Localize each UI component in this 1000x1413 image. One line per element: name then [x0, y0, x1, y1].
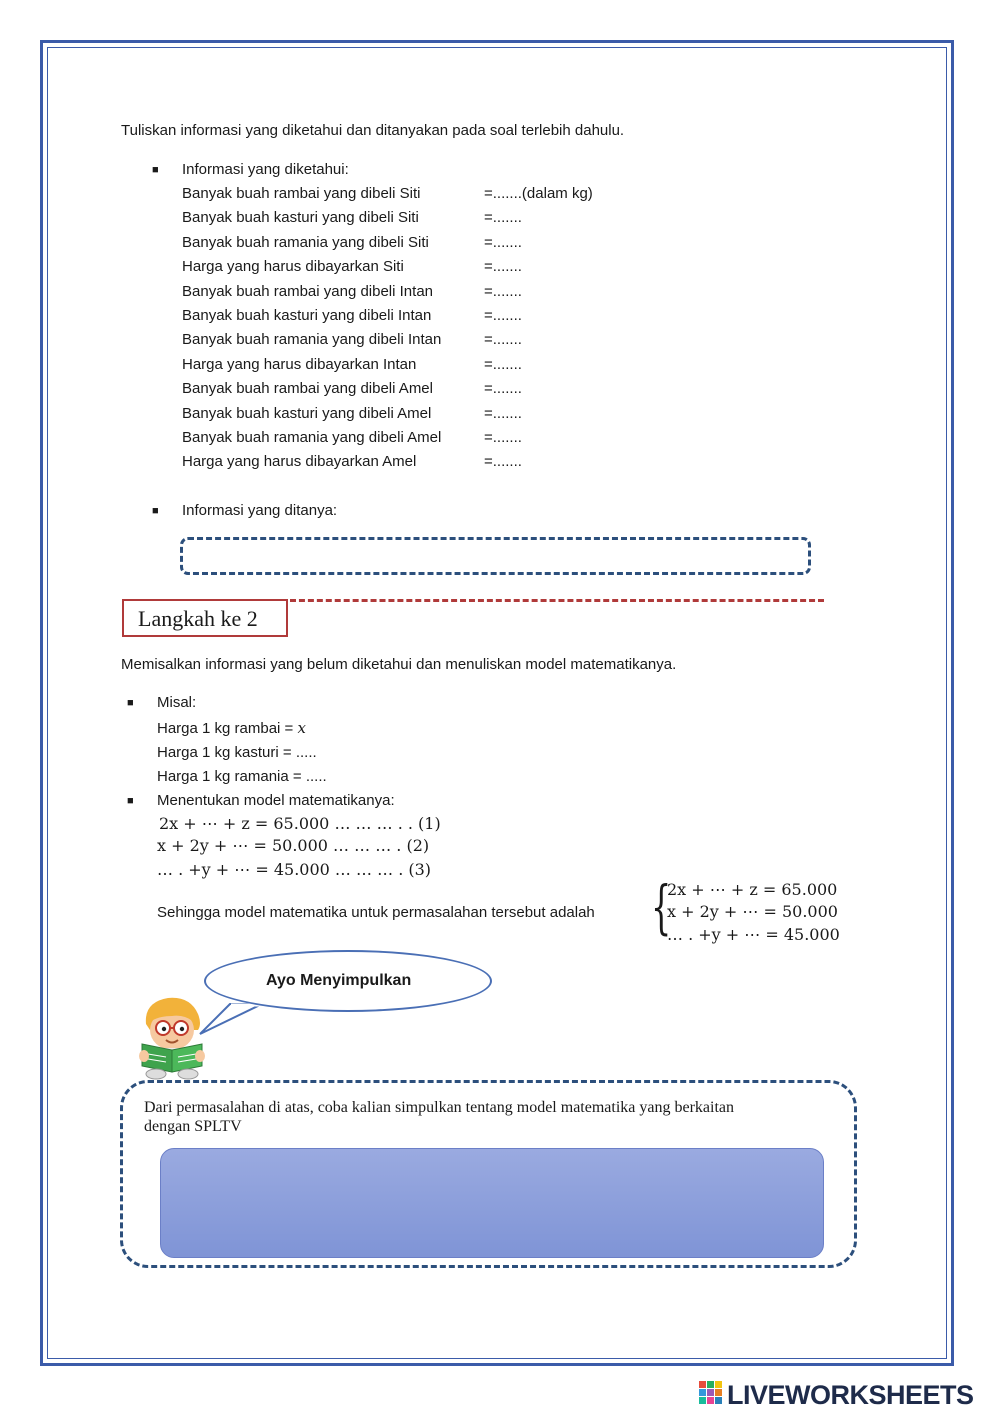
bullet-icon: ■	[152, 164, 159, 176]
bullet-icon: ■	[127, 697, 134, 709]
equation-3: … . +y + ⋯ = 45.000 … … … . (3)	[157, 860, 432, 879]
list-item: Banyak buah rambai yang dibeli Amel =.......	[182, 380, 522, 398]
list-item: Harga yang harus dibayarkan Siti =.......	[182, 258, 522, 276]
list-item: Banyak buah ramania yang dibeli Siti =.......	[182, 233, 522, 251]
list-item: Harga yang harus dibayarkan Amel =.......	[182, 453, 522, 471]
list-item: Banyak buah ramania yang dibeli Intan =.......	[182, 331, 522, 349]
equation-1: 2x + ⋯ + z = 65.000 … … … . . (1)	[159, 814, 441, 833]
liveworksheets-logo-icon	[699, 1381, 723, 1405]
boy-reading-icon	[136, 994, 216, 1080]
divider	[290, 599, 824, 602]
misal-heading: Misal:	[157, 694, 197, 711]
conclusion-answer-field[interactable]	[160, 1148, 824, 1258]
list-item: Banyak buah kasturi yang dibeli Intan =.......	[182, 306, 522, 324]
system-line-3: … . +y + ⋯ = 45.000	[667, 925, 840, 944]
conclusion-line-2: dengan SPLTV	[144, 1118, 242, 1135]
list-item: Banyak buah kasturi yang dibeli Amel =.......	[182, 404, 522, 422]
step-title-box	[122, 599, 288, 637]
system-line-2: x + 2y + ⋯ = 50.000	[667, 902, 838, 921]
misal-line-ramania: Harga 1 kg ramania = .....	[157, 768, 327, 785]
bubble-text: Ayo Menyimpulkan	[266, 972, 412, 989]
intro-text: Tuliskan informasi yang diketahui dan ditanyakan pada soal terlebih dahulu.	[121, 122, 625, 139]
bullet-icon: ■	[152, 505, 159, 517]
misal-line-kasturi: Harga 1 kg kasturi = .....	[157, 744, 317, 761]
list-item: Banyak buah rambai yang dibeli Siti =.......(dalam kg)	[182, 185, 593, 202]
bullet-icon: ■	[127, 795, 134, 807]
equation-2: x + 2y + ⋯ = 50.000 … … … . (2)	[157, 836, 430, 855]
model-conclusion: Sehingga model matematika untuk permasalahan tersebut adalah	[157, 904, 595, 921]
footer-brand: LIVEWORKSHEETS	[727, 1380, 974, 1410]
brace-icon: {	[651, 873, 672, 941]
asked-answer-field[interactable]	[180, 537, 811, 575]
system-line-1: 2x + ⋯ + z = 65.000	[667, 880, 838, 899]
list-item: Banyak buah rambai yang dibeli Intan =.......	[182, 282, 522, 300]
step-description: Memisalkan informasi yang belum diketahui dan menuliskan model matematikanya.	[121, 656, 677, 673]
asked-heading: Informasi yang ditanya:	[182, 502, 338, 519]
list-item: Banyak buah kasturi yang dibeli Siti =.......	[182, 209, 522, 227]
conclusion-line-1: Dari permasalahan di atas, coba kalian simpulkan tentang model matematika yang berkaitan	[144, 1099, 735, 1116]
step-title: Langkah ke 2	[138, 606, 258, 631]
list-item: Harga yang harus dibayarkan Intan =.......	[182, 355, 522, 373]
misal-line-rambai: Harga 1 kg rambai = x	[157, 719, 306, 737]
known-list	[182, 183, 642, 476]
list-item: Banyak buah ramania yang dibeli Amel =.......	[182, 428, 522, 446]
known-heading: Informasi yang diketahui:	[182, 161, 349, 178]
model-heading: Menentukan model matematikanya:	[157, 792, 395, 809]
